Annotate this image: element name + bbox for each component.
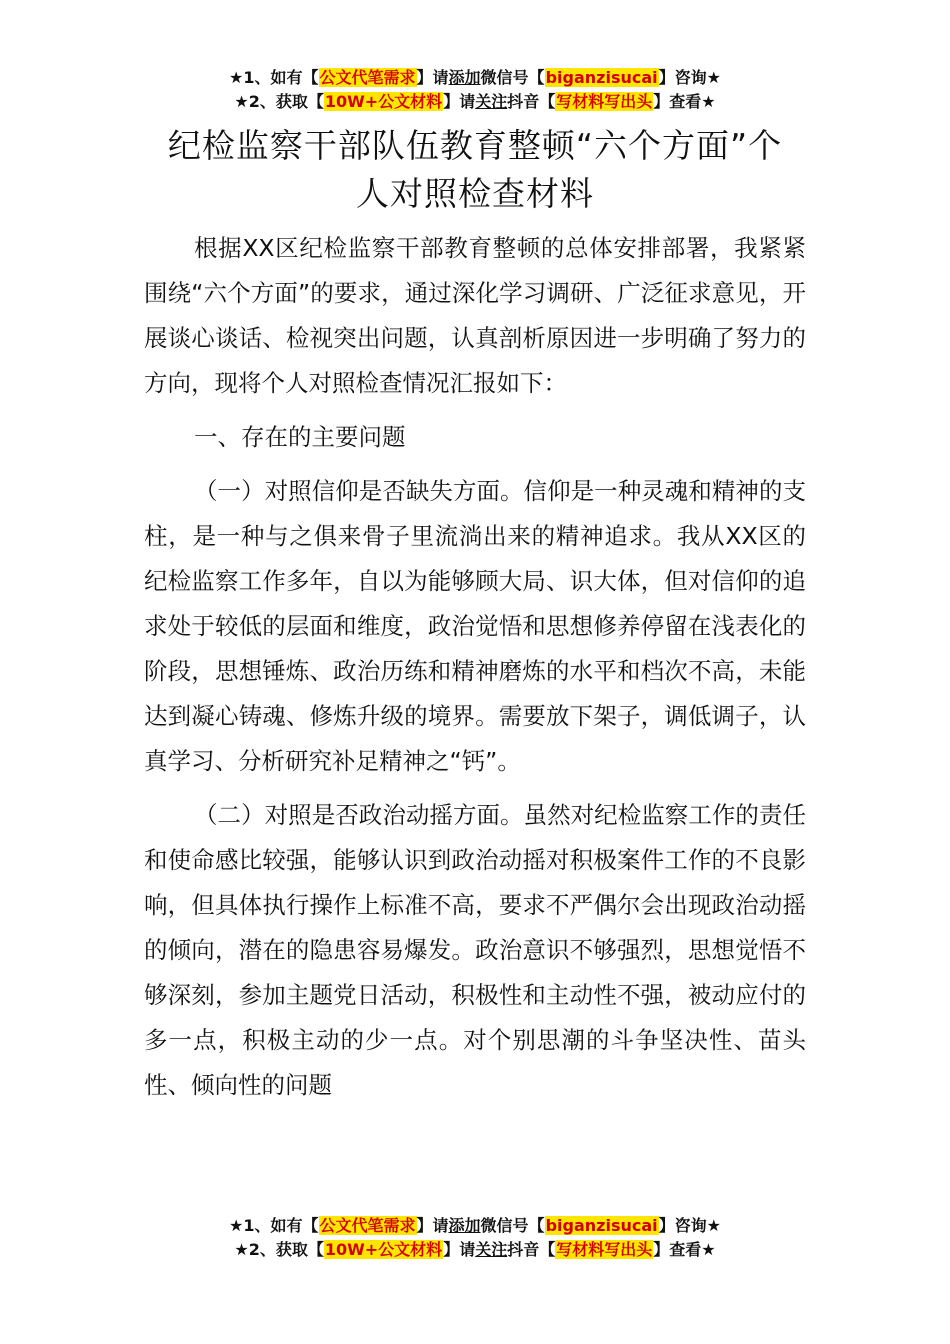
document-title bbox=[140, 122, 810, 218]
promo-text: ★2、获取【 bbox=[234, 1240, 324, 1259]
promo-line-1 bbox=[0, 66, 950, 90]
promo-text: 】请 bbox=[443, 92, 476, 111]
title-line-1: 纪检监察干部队伍教育整顿“六个方面”个 bbox=[167, 126, 783, 165]
promo-text: 】请 bbox=[416, 1216, 449, 1235]
promo-text: ★1、如有【 bbox=[229, 1216, 319, 1235]
paragraph-intro: 根据XX区纪检监察干部教育整顿的总体安排部署，我紧紧围绕“六个方面”的要求，通过深化学习调研、广泛征求意见，开展谈心谈话、检视突出问题，认真剖析原因进一步明确了努力的方向，现将个人对照检查情况汇报如下： bbox=[144, 234, 806, 397]
promo-text: ★2、获取【 bbox=[234, 92, 324, 111]
header-promo-banner bbox=[0, 66, 950, 114]
promo-line-1 bbox=[0, 1214, 950, 1238]
promo-text: 】咨询★ bbox=[658, 1216, 721, 1235]
promo-text: 添加 bbox=[448, 1216, 481, 1235]
promo-highlight: 10W+公文材料 bbox=[324, 1240, 443, 1259]
promo-text: 微信号【 bbox=[480, 68, 545, 87]
promo-highlight: 公文代笔需求 bbox=[319, 1216, 416, 1235]
promo-highlight: biganzisucai bbox=[545, 1216, 658, 1235]
paragraph-political: （二）对照是否政治动摇方面。虽然对纪检监察工作的责任和使命感比较强，能够认识到政治动摇对积极案件工作的不良影响，但具体执行操作上标准不高，要求不严偶尔会出现政治动摇的倾向，潜在的隐患容易爆发。政治意识不够强烈，思想觉悟不够深刻，参加主题党日活动，积极性和主动性不强，被动应付的多一点，积极主动的少一点。对个别思潮的斗争坚决性、苗头性、倾向性的问题 bbox=[144, 801, 806, 1099]
footer-promo-banner bbox=[0, 1214, 950, 1262]
document-body bbox=[144, 226, 806, 1108]
promo-text: 抖音【 bbox=[507, 1240, 556, 1259]
promo-line-2 bbox=[0, 90, 950, 114]
promo-text: 关注 bbox=[475, 1240, 508, 1259]
promo-text: 微信号【 bbox=[480, 1216, 545, 1235]
promo-text: 】请 bbox=[416, 68, 449, 87]
promo-highlight: 写材料写出头 bbox=[556, 92, 653, 111]
promo-text: 添加 bbox=[448, 68, 481, 87]
promo-text: 抖音【 bbox=[507, 92, 556, 111]
promo-highlight: biganzisucai bbox=[545, 68, 658, 87]
promo-highlight: 10W+公文材料 bbox=[324, 92, 443, 111]
promo-highlight: 写材料写出头 bbox=[556, 1240, 653, 1259]
paragraph-faith: （一）对照信仰是否缺失方面。信仰是一种灵魂和精神的支柱，是一种与之俱来骨子里流淌出来的精神追求。我从XX区的纪检监察工作多年，自以为能够顾大局、识大体，但对信仰的追求处于较低的层面和维度，政治觉悟和思想修养停留在浅表化的阶段，思想锤炼、政治历练和精神磨炼的水平和档次不高，未能达到凝心铸魂、修炼升级的境界。需要放下架子，调低调子，认真学习、分析研究补足精神之“钙”。 bbox=[144, 477, 806, 775]
promo-text: 】请 bbox=[443, 1240, 476, 1259]
promo-text: ★1、如有【 bbox=[229, 68, 319, 87]
promo-line-2 bbox=[0, 1238, 950, 1262]
section-heading: 一、存在的主要问题 bbox=[194, 423, 406, 451]
promo-text: 】咨询★ bbox=[658, 68, 721, 87]
promo-text: 】查看★ bbox=[653, 92, 716, 111]
promo-text: 关注 bbox=[475, 92, 508, 111]
promo-highlight: 公文代笔需求 bbox=[319, 68, 416, 87]
title-line-2: 人对照检查材料 bbox=[356, 174, 594, 213]
promo-text: 】查看★ bbox=[653, 1240, 716, 1259]
